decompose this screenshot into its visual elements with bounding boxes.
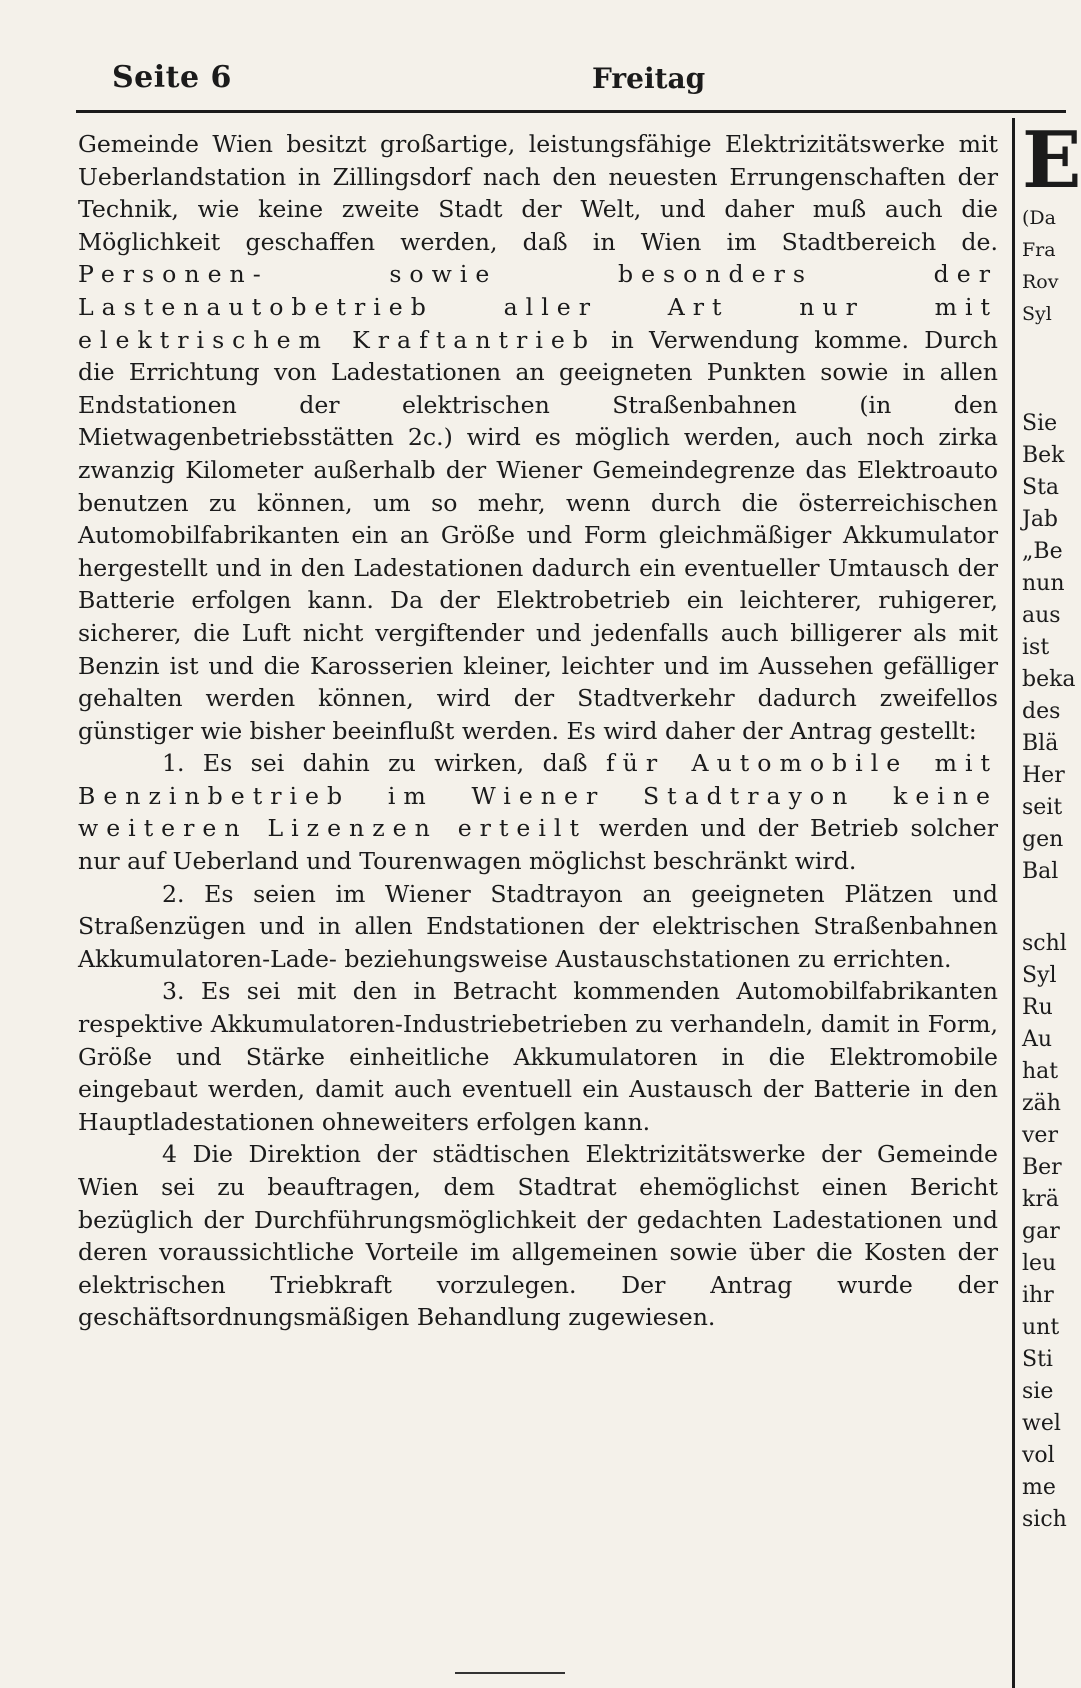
- adjacent-column-line: ist: [1022, 635, 1050, 660]
- adjacent-column-line: zäh: [1022, 1091, 1061, 1116]
- motion-item-3: 3. Es sei mit den in Betracht kommenden Automobilfabrikanten respektive Akkumulatoren-Industriebetrieben zu verhandeln, damit in Form, Größe und Stärke einheitliche Akkumulatoren in die Elektromobile eingebaut werden, damit auch eventuell ein Austausch der Batterie in den Hauptladestationen ohneweiters erfolgen kann.: [78, 977, 998, 1136]
- intro-text-part: Gemeinde Wien besitzt großartige, leistungsfähige Elektrizitätswerke mit Ueberlandstation in Zillingsdorf nach den neuesten Errungenschaften der Technik, wie keine zweite Stadt der Welt, und daher muß auch die Möglichkeit geschaffen werden, daß in Wien im Stadtbereich de.: [78, 130, 998, 256]
- adjacent-column-line: Sti: [1022, 1347, 1053, 1372]
- adjacent-column-line: hat: [1022, 1059, 1059, 1084]
- adjacent-column-line: Sta: [1022, 475, 1060, 500]
- adjacent-column-line: schl: [1022, 931, 1067, 956]
- adjacent-column-line: Jab: [1022, 507, 1059, 532]
- adjacent-column-line: ver: [1022, 1123, 1058, 1148]
- adjacent-column-line: Sie: [1022, 411, 1058, 436]
- article-column: [78, 128, 998, 1648]
- adjacent-column-line: Syl: [1022, 303, 1052, 325]
- motion-item-1: [78, 747, 998, 877]
- adjacent-column-line: Au: [1022, 1027, 1053, 1052]
- adjacent-column-line: des: [1022, 699, 1061, 724]
- adjacent-column-line: wel: [1022, 1411, 1061, 1436]
- item1-spaced-text: für Automobile mit Benzinbetrieb im Wiener Stadtrayon keine weiteren Lizenzen erteilt: [78, 749, 999, 843]
- adjacent-column-line: gar: [1022, 1219, 1060, 1244]
- adjacent-column-line: Ru: [1022, 995, 1053, 1020]
- header-rule: [76, 110, 1066, 113]
- adjacent-column-line: unt: [1022, 1315, 1060, 1340]
- motion-item-4: 4 Die Direktion der städtischen Elektrizitätswerke der Gemeinde Wien sei zu beauftragen, dem Stadtrat ehemöglichst einen Bericht bezüglich der Durchführungsmöglichkeit der gedachten Ladestationen und deren voraussichtliche Vorteile im allgemeinen sowie über die Kosten der elektrischen Triebkraft vorzulegen. Der Antrag wurde der geschäftsordnungsmäßigen Behandlung zugewiesen.: [78, 1140, 998, 1332]
- adjacent-column-line: me: [1022, 1475, 1056, 1500]
- adjacent-column-line: seit: [1022, 795, 1063, 820]
- adjacent-column-line: Rov: [1022, 271, 1059, 293]
- intro-spaced-text: Personen- sowie besonders der Lastenautobetrieb aller Art nur mit elektrischem Kraftantrieb: [78, 260, 998, 354]
- adjacent-column-line: gen: [1022, 827, 1064, 852]
- adjacent-column-line: ihr: [1022, 1283, 1054, 1308]
- adjacent-column-fragment: [1022, 115, 1081, 1668]
- adjacent-column-line: aus: [1022, 603, 1061, 628]
- adjacent-column-line: „Be: [1022, 539, 1063, 564]
- adjacent-column-line: beka: [1022, 667, 1076, 692]
- adjacent-column-line: krä: [1022, 1187, 1059, 1212]
- column-divider: [1012, 118, 1015, 1688]
- adjacent-column-line: Fra: [1022, 239, 1056, 261]
- adjacent-column-line: leu: [1022, 1251, 1057, 1276]
- bottom-rule: [455, 1672, 565, 1674]
- adjacent-column-line: sie: [1022, 1379, 1054, 1404]
- page-number: Seite 6: [112, 60, 232, 95]
- adjacent-column-line: Her: [1022, 763, 1065, 788]
- motion-item-2: 2. Es seien im Wiener Stadtrayon an geeigneten Plätzen und Straßenzügen und in allen Endstationen der elektrischen Straßenbahnen Akkumulatoren-Lade- beziehungsweise Austauschstationen zu errichten.: [78, 879, 998, 973]
- adjacent-column-line: Syl: [1022, 963, 1057, 988]
- adjacent-column-line: Bek: [1022, 443, 1065, 468]
- article-intro-paragraph: [78, 128, 998, 747]
- weekday-header: Freitag: [592, 62, 706, 95]
- adjacent-column-line: vol: [1022, 1443, 1055, 1468]
- drop-cap-initial: E: [1022, 115, 1081, 206]
- adjacent-column-line: Bal: [1022, 859, 1059, 884]
- adjacent-column-line: Ber: [1022, 1155, 1062, 1180]
- adjacent-column-line: (Da: [1022, 207, 1056, 229]
- item1-text-part: werden und der Betrieb solcher nur auf Ueberland und Tourenwagen möglichst beschränkt wird.: [78, 814, 999, 876]
- adjacent-column-line: Blä: [1022, 731, 1059, 756]
- adjacent-column-line: nun: [1022, 571, 1065, 596]
- adjacent-column-line: sich: [1022, 1507, 1067, 1532]
- item1-text-part: 1. Es sei dahin zu wirken, daß: [162, 749, 606, 778]
- intro-text-part: in Verwendung komme. Durch die Errichtung von Ladestationen an geeigneten Punkten sowie in allen Endstationen der elektrischen Straßenbahnen (in den Mietwagenbetriebsstätten 2c.) wird es möglich werden, auch noch zirka zwanzig Kilometer außerhalb der Wiener Gemeindegrenze das Elektroauto benutzen zu können, um so mehr, wenn durch die österreichischen Automobilfabrikanten ein an Größe und Form gleichmäßiger Akkumulator hergestellt und in den Ladestationen dadurch ein eventueller Umtausch der Batterie erfolgen kann. Da der Elektrobetrieb ein leichterer, ruhigerer, sicherer, die Luft nicht vergiftender und jedenfalls auch billigerer als mit Benzin ist und die Karosserien kleiner, leichter und im Aussehen gefälliger gehalten werden können, wird der Stadtverkehr dadurch zweifellos günstiger wie bisher beeinflußt werden. Es wird daher der Antrag gestellt:: [78, 325, 998, 745]
